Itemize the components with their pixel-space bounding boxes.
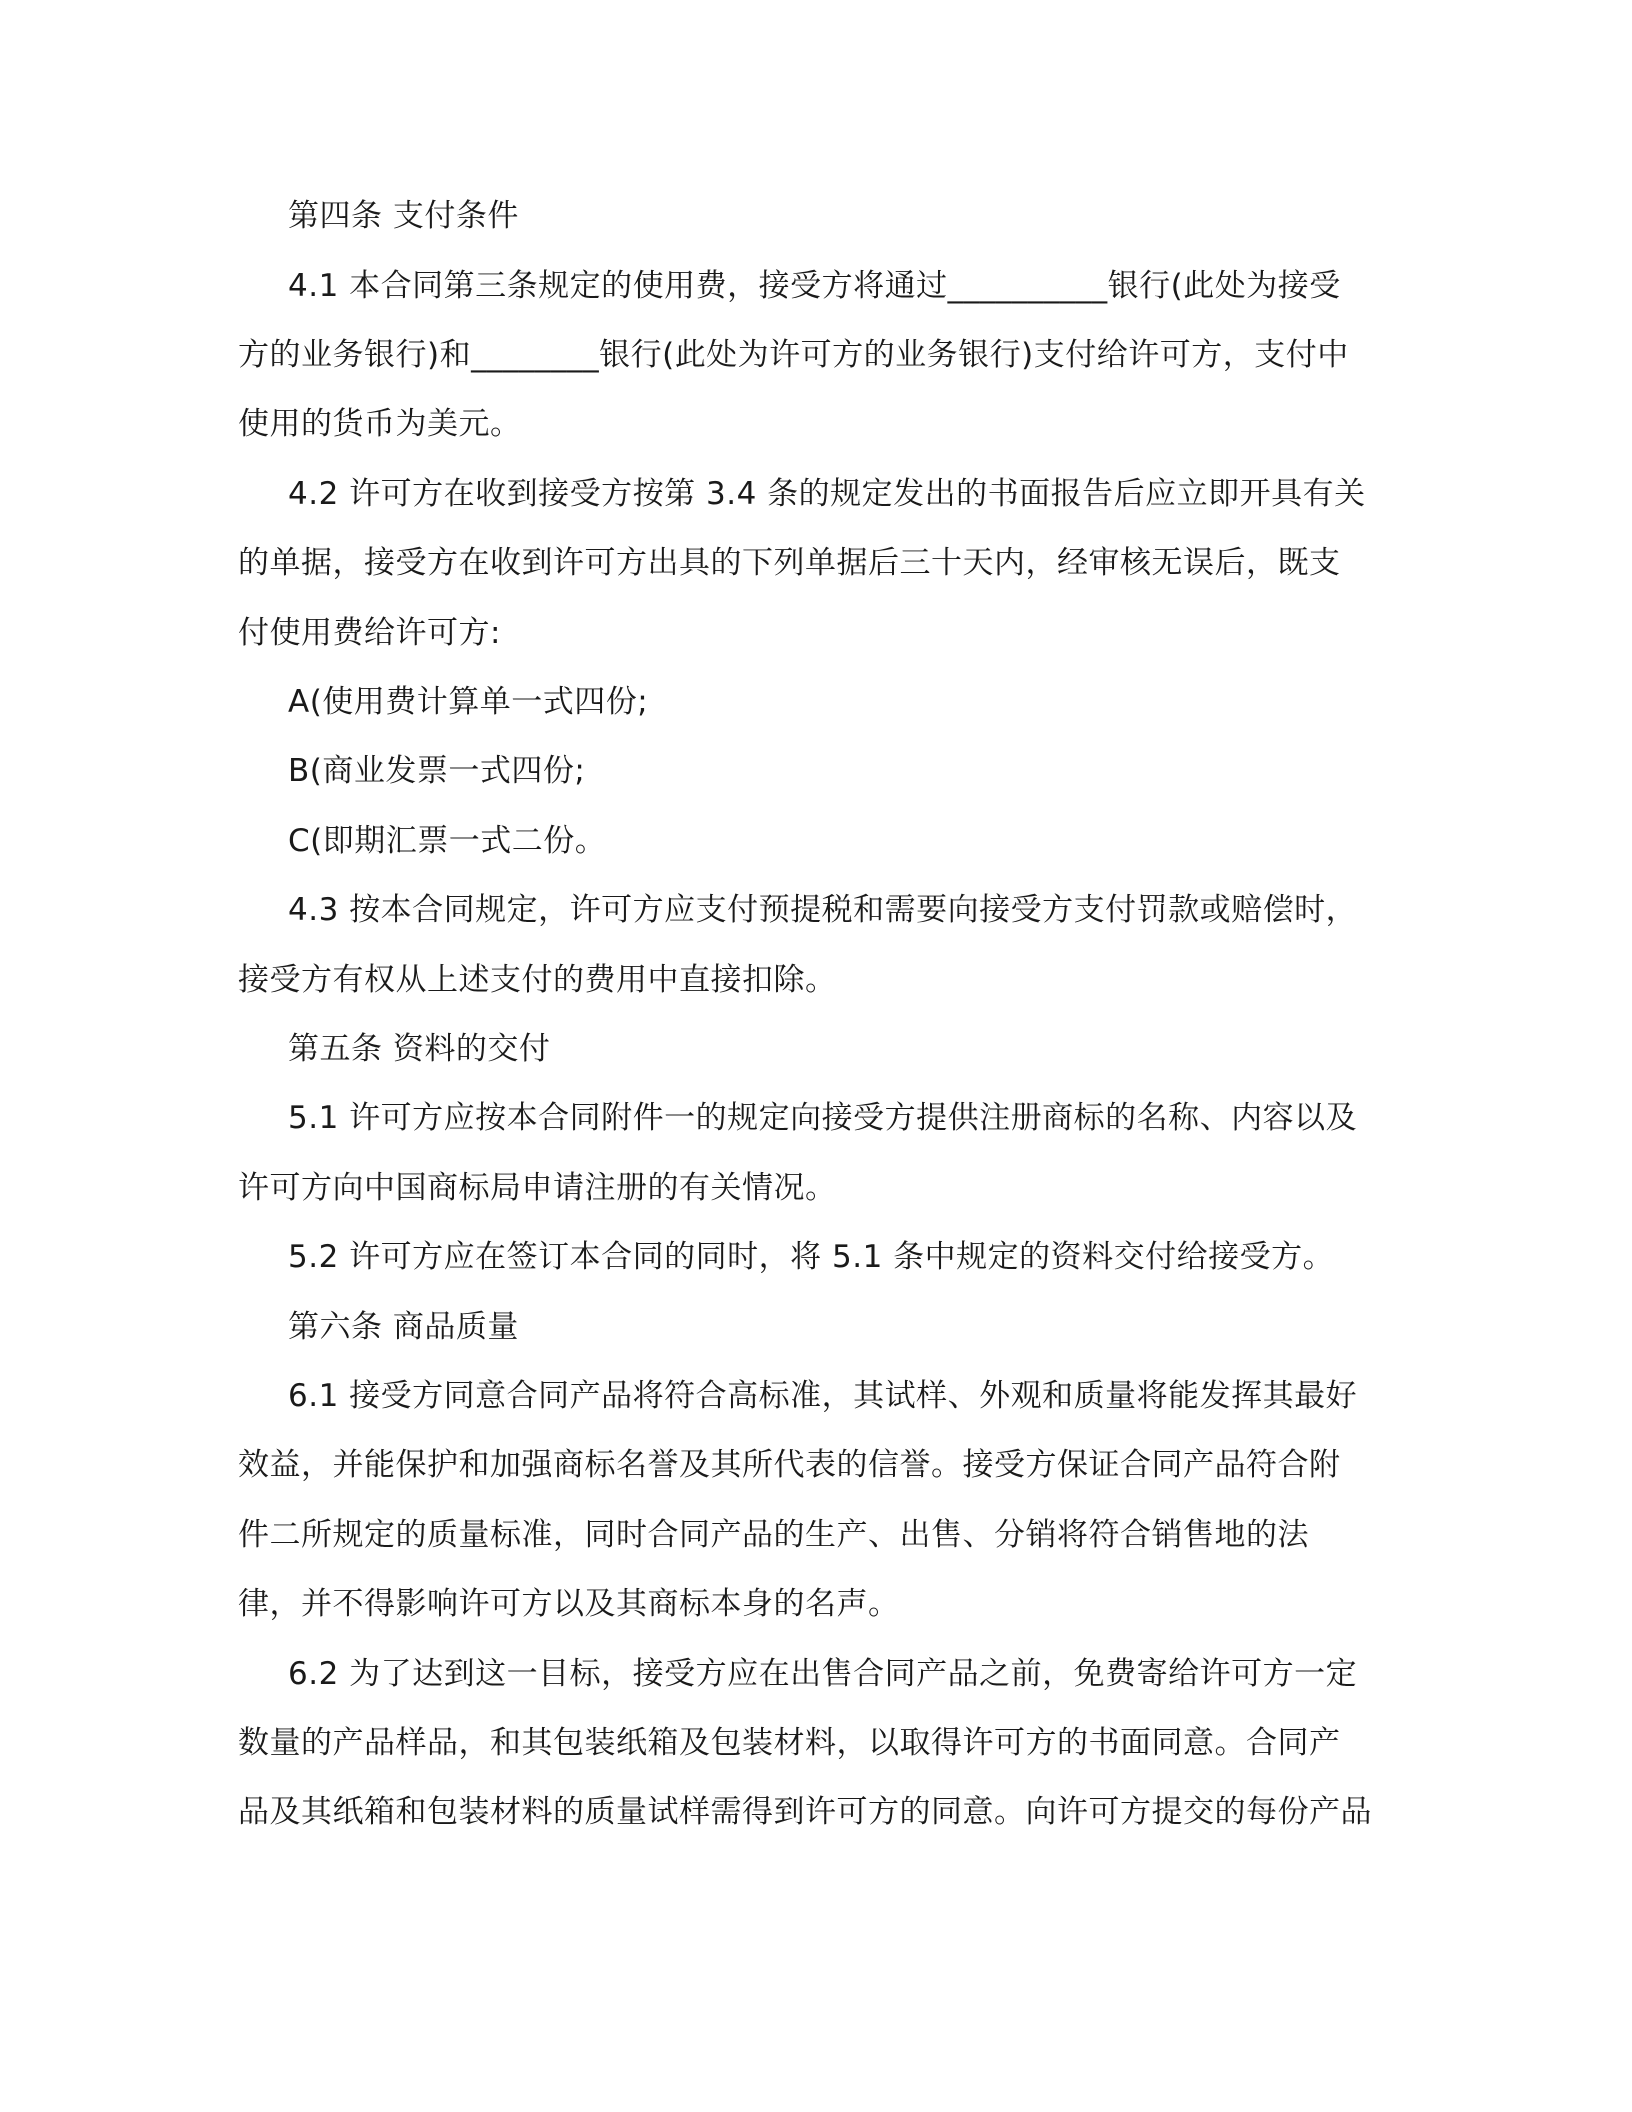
list-item: C(即期汇票一式二份。 (288, 823, 607, 859)
paragraph-line: 4.3 按本合同规定，许可方应支付预提税和需要向接受方支付罚款或赔偿时， (288, 892, 1358, 928)
paragraph-line: 数量的产品样品，和其包装纸箱及包装材料，以取得许可方的书面同意。合同产 (238, 1725, 1341, 1761)
list-item: A(使用费计算单一式四份; (288, 684, 649, 720)
paragraph-line: 5.2 许可方应在签订本合同的同时，将 5.1 条中规定的资料交付给接受方。 (288, 1239, 1335, 1275)
paragraph-line: 付使用费给许可方: (238, 615, 501, 651)
list-item: B(商业发票一式四份; (288, 753, 586, 789)
paragraph-line: 效益，并能保护和加强商标名誉及其所代表的信誉。接受方保证合同产品符合附 (238, 1447, 1341, 1483)
paragraph-line: 4.1 本合同第三条规定的使用费，接受方将通过__________银行(此处为接受 (288, 268, 1341, 304)
paragraph-line: 许可方向中国商标局申请注册的有关情况。 (238, 1170, 837, 1206)
paragraph-line: 的单据，接受方在收到许可方出具的下列单据后三十天内，经审核无误后，既支 (238, 545, 1341, 581)
paragraph-line: 4.2 许可方在收到接受方按第 3.4 条的规定发出的书面报告后应立即开具有关 (288, 476, 1366, 512)
article-4-heading: 第四条 支付条件 (288, 198, 519, 234)
article-5-heading: 第五条 资料的交付 (288, 1031, 551, 1067)
paragraph-line: 接受方有权从上述支付的费用中直接扣除。 (238, 962, 837, 998)
article-6-heading: 第六条 商品质量 (288, 1309, 519, 1345)
paragraph-line: 5.1 许可方应按本合同附件一的规定向接受方提供注册商标的名称、内容以及 (288, 1100, 1358, 1136)
paragraph-line: 律，并不得影响许可方以及其商标本身的名声。 (238, 1586, 900, 1622)
paragraph-line: 使用的货币为美元。 (238, 406, 522, 442)
paragraph-line: 件二所规定的质量标准，同时合同产品的生产、出售、分销将符合销售地的法 (238, 1517, 1309, 1553)
paragraph-line: 品及其纸箱和包装材料的质量试样需得到许可方的同意。向许可方提交的每份产品 (238, 1794, 1372, 1830)
paragraph-line: 方的业务银行)和________银行(此处为许可方的业务银行)支付给许可方，支付中 (238, 337, 1349, 373)
paragraph-line: 6.1 接受方同意合同产品将符合高标准，其试样、外观和质量将能发挥其最好 (288, 1378, 1358, 1414)
paragraph-line: 6.2 为了达到这一目标，接受方应在出售合同产品之前，免费寄给许可方一定 (288, 1656, 1358, 1692)
